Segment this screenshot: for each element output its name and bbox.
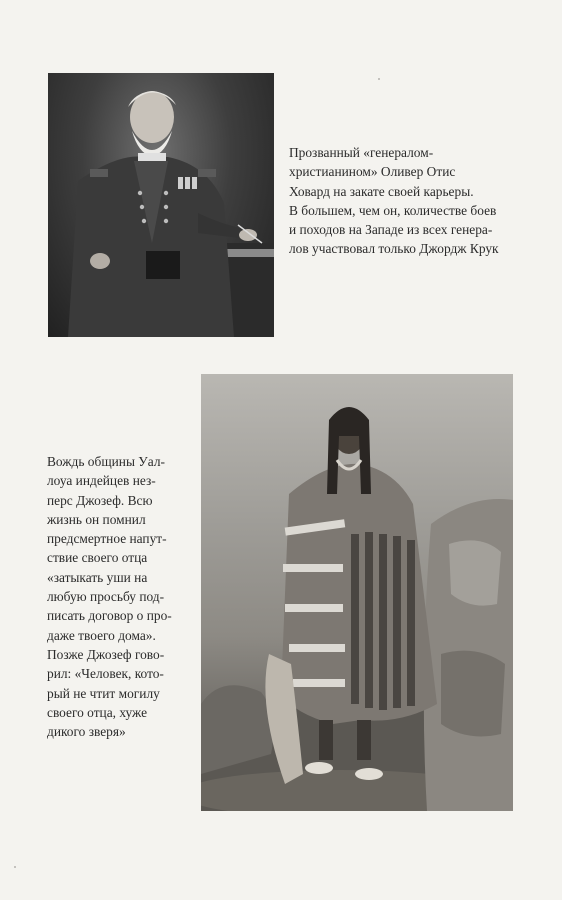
caption-line: жизнь он помнил	[47, 511, 146, 527]
caption-line: предсмертное напут-	[47, 531, 167, 547]
caption-line: и походов на Западе из всех генера-	[289, 222, 493, 238]
caption-chief-joseph	[47, 452, 197, 741]
caption-line: Прозванный «генералом-	[289, 145, 434, 160]
caption-line: даже твоего дома».	[47, 627, 156, 643]
caption-line: лов участвовал только Джордж Крук	[289, 241, 499, 257]
caption-line: «затыкать уши на	[47, 569, 148, 585]
caption-line: христианином» Оливер Отис	[289, 164, 456, 180]
page-speck	[14, 866, 16, 868]
caption-line: писать договор о про-	[47, 608, 172, 624]
caption-line: Позже Джозеф гово-	[47, 646, 165, 662]
caption-general	[289, 143, 539, 259]
chief-joseph-portrait-photo	[201, 374, 513, 811]
caption-line: рил: «Человек, кото-	[47, 666, 164, 682]
caption-line: любую просьбу под-	[47, 589, 165, 605]
caption-line: В большем, чем он, количестве боев	[289, 202, 497, 218]
caption-line: Вождь общины Уал-	[47, 454, 165, 469]
general-portrait-photo	[48, 73, 274, 337]
caption-line: Ховард на закате своей карьеры.	[289, 183, 474, 199]
caption-line: перс Джозеф. Всю	[47, 492, 153, 508]
caption-line: дикого зверя»	[47, 724, 126, 740]
page-speck	[378, 78, 380, 80]
caption-line: своего отца, хуже	[47, 704, 148, 720]
caption-line: лоуа индейцев нез-	[47, 473, 156, 489]
caption-line: рый не чтит могилу	[47, 685, 160, 701]
caption-line: ствие своего отца	[47, 550, 148, 566]
